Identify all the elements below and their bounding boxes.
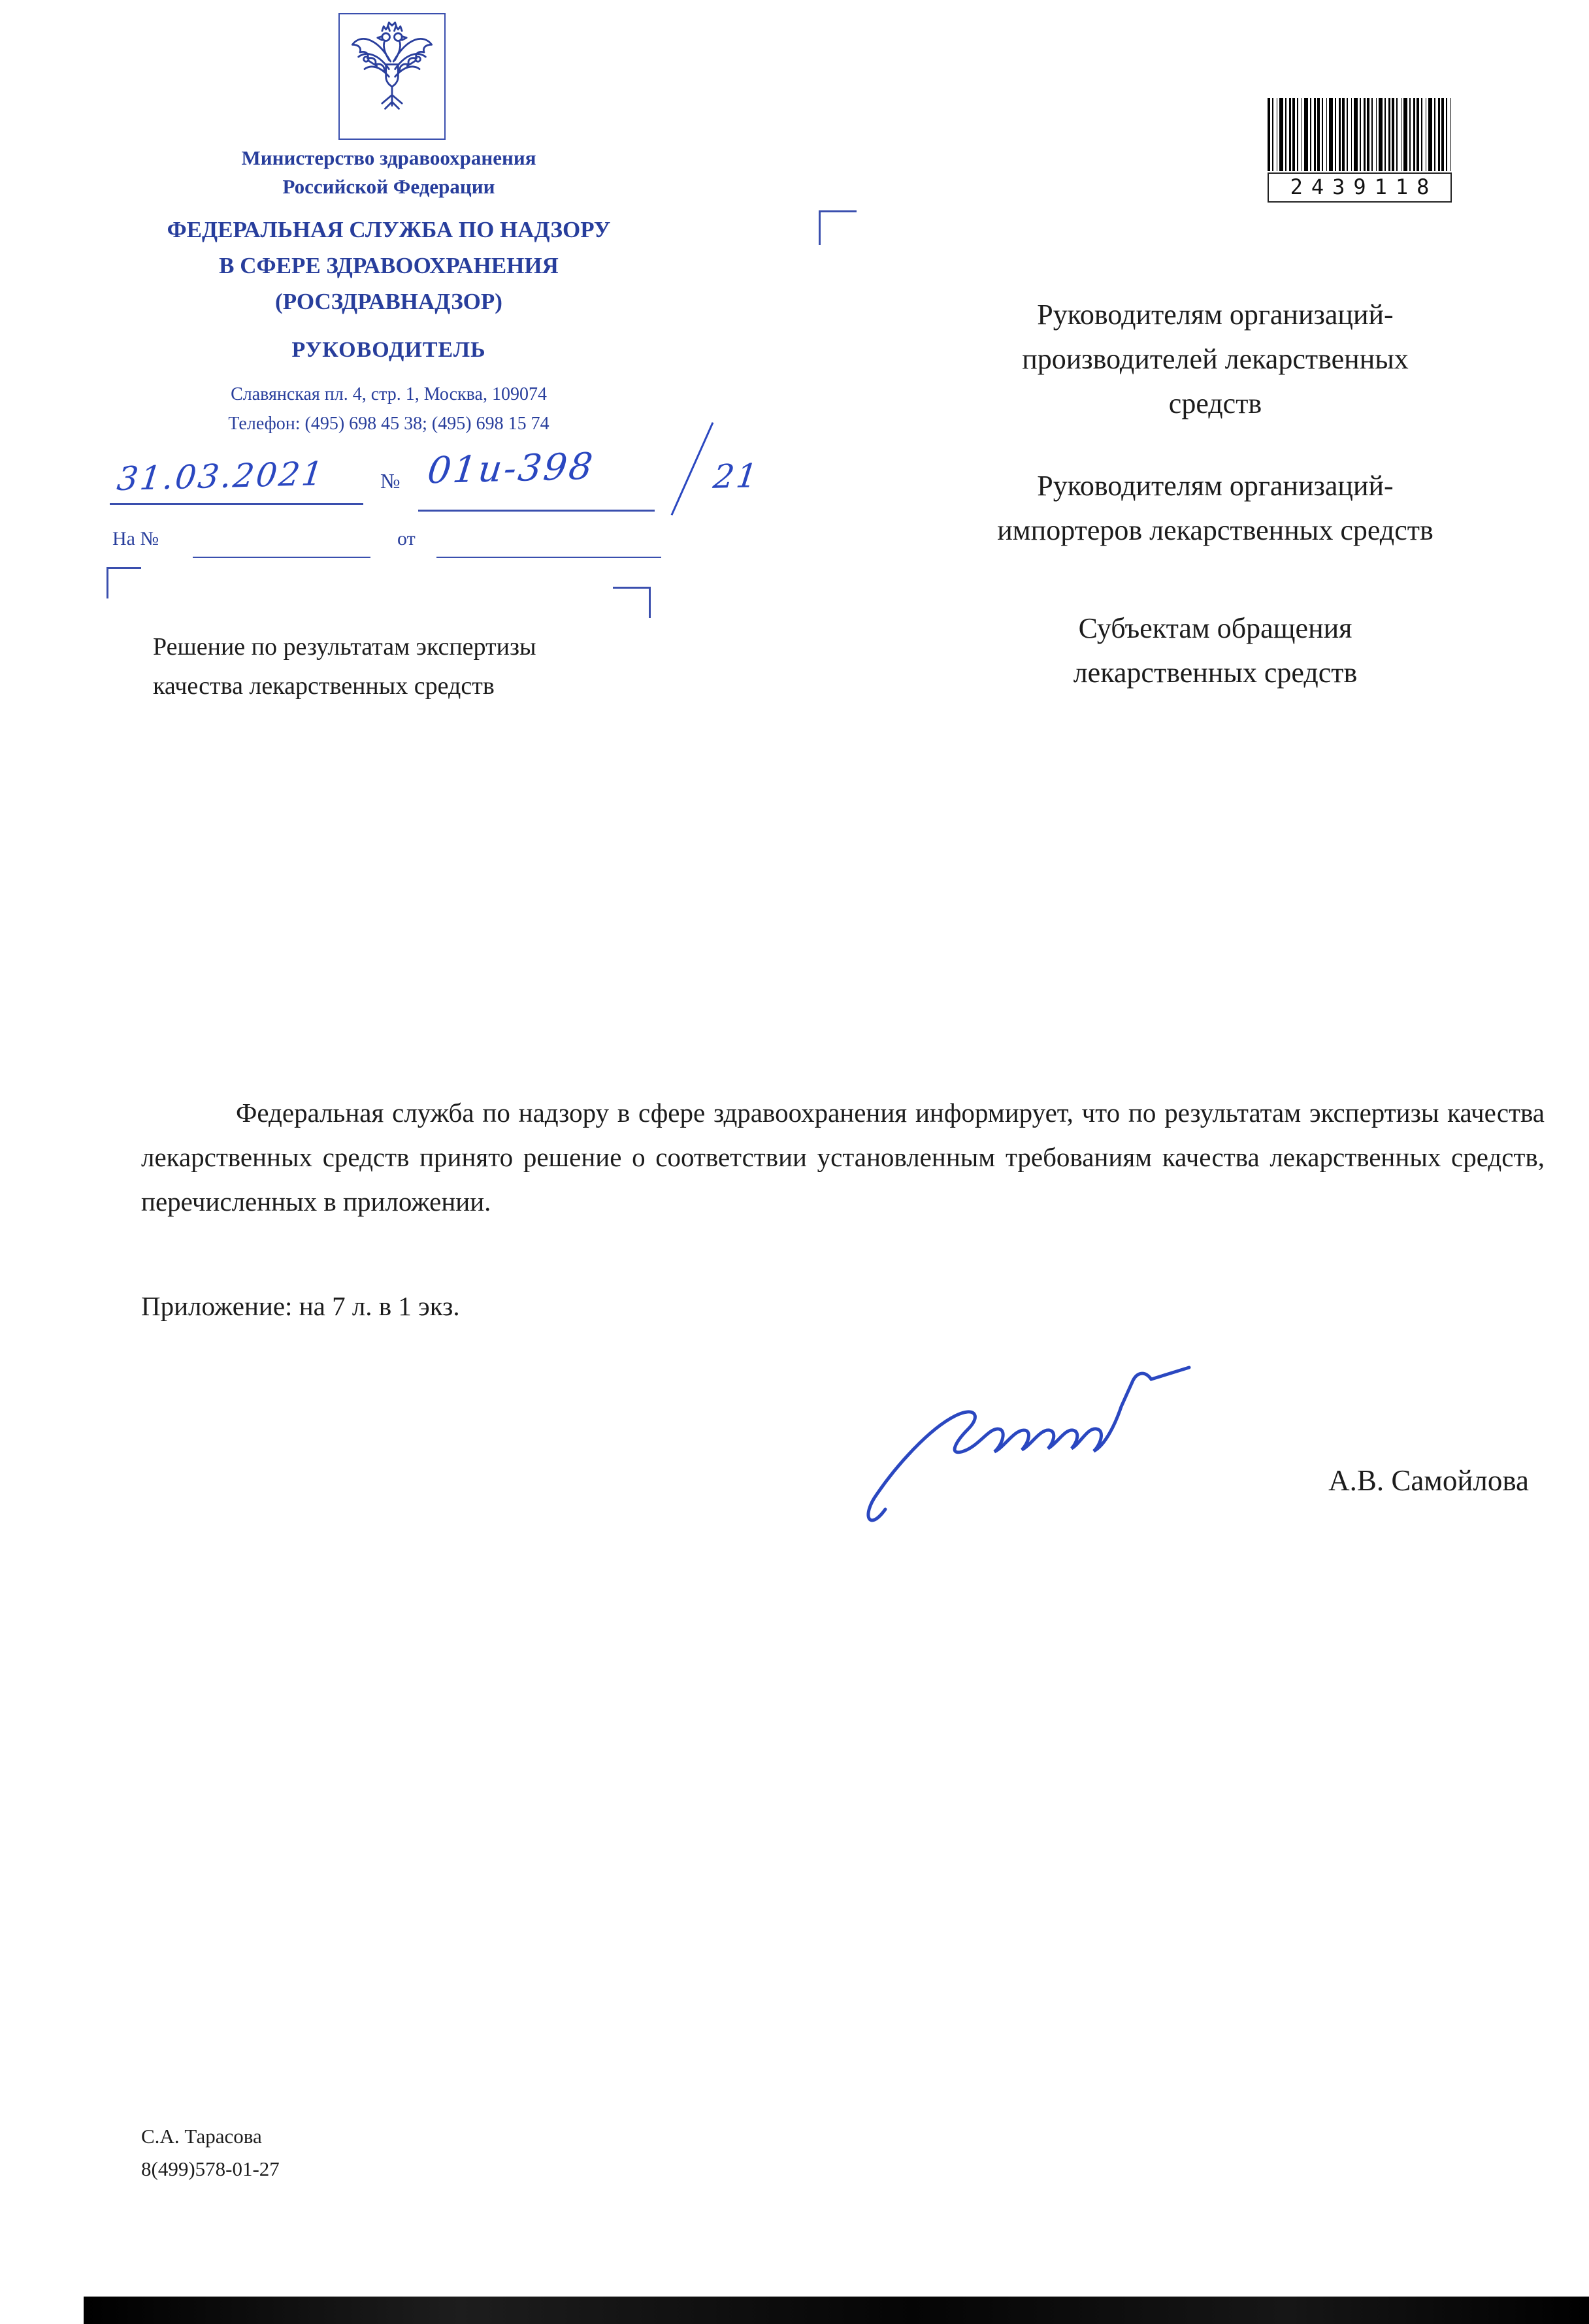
executor-phone: 8(499)578-01-27: [141, 2157, 280, 2180]
executor-name: С.А. Тарасова: [141, 2125, 262, 2148]
corner-mark-subject-right: [613, 587, 651, 618]
reference-date-line: [436, 557, 661, 558]
barcode-number: 2439118: [1268, 172, 1452, 203]
addressee-line: Руководителям организаций-: [1037, 299, 1394, 331]
handwritten-number: 01и-398: [425, 445, 597, 493]
service-name-line2: В СФЕРЕ ЗДРАВООХРАНЕНИЯ: [219, 253, 559, 278]
handwritten-number-suffix: 21: [711, 457, 762, 496]
double-headed-eagle-icon: [346, 20, 438, 133]
service-name-line3: (РОСЗДРАВНАДЗОР): [275, 289, 502, 314]
addressee-block: [915, 293, 1516, 695]
signer-position-title: РУКОВОДИТЕЛЬ: [291, 338, 486, 362]
executor-block: [141, 2120, 280, 2185]
date-underline: [110, 503, 363, 505]
barcode: [1268, 98, 1452, 203]
subject-line2: качества лекарственных средств: [153, 672, 495, 700]
attachment-note: Приложение: на 7 л. в 1 экз.: [141, 1291, 460, 1321]
service-name-line1: ФЕДЕРАЛЬНАЯ СЛУЖБА ПО НАДЗОРУ: [167, 217, 611, 242]
addressee-manufacturers: [915, 293, 1516, 426]
handwritten-signature: [856, 1343, 1202, 1545]
addressee-line: импортеров лекарственных средств: [997, 514, 1433, 546]
reference-date-label: от: [397, 528, 416, 549]
subject: [153, 627, 689, 706]
letterhead: [98, 144, 680, 438]
barcode-bars: [1268, 98, 1452, 171]
number-underline: [418, 510, 655, 512]
service-name: [98, 212, 680, 319]
addressee-line: Субъектам обращения: [1078, 612, 1352, 644]
reference-number-label: На №: [112, 528, 159, 549]
addressee-line: производителей лекарственных: [1022, 343, 1409, 375]
letterhead-phone: Телефон: (495) 698 45 38; (495) 698 15 74: [228, 414, 549, 434]
addressee-line: средств: [1168, 387, 1262, 419]
handwritten-date: 31.03.2021: [115, 454, 327, 499]
subject-line1: Решение по результатам экспертизы: [153, 633, 536, 661]
ministry-name-line2: Российской Федерации: [282, 175, 495, 198]
letterhead-address: Славянская пл. 4, стр. 1, Москва, 109074: [231, 384, 547, 404]
reference-number-line: [193, 557, 370, 558]
ministry-name-line1: Министерство здравоохранения: [241, 146, 536, 169]
corner-mark-subject-left: [106, 567, 141, 598]
signer-name: А.В. Самойлова: [1328, 1464, 1529, 1497]
addressee-line: лекарственных средств: [1073, 657, 1358, 689]
coat-of-arms-box: [338, 13, 446, 140]
addressee-importers: [915, 464, 1516, 553]
addressee-circulation-subjects: [915, 606, 1516, 695]
corner-mark-top-right: [819, 210, 857, 245]
body-paragraph: Федеральная служба по надзору в сфере здравоохранения информирует, что по результатам экспертизы качества лекарственных средств принято решение о соответствии установленным требованиям качества лекарственных средств, перечисленных в приложении.: [141, 1098, 1545, 1217]
number-sign: №: [380, 469, 401, 493]
scan-edge-artifact: [84, 2297, 1589, 2324]
addressee-line: Руководителям организаций-: [1037, 470, 1394, 502]
